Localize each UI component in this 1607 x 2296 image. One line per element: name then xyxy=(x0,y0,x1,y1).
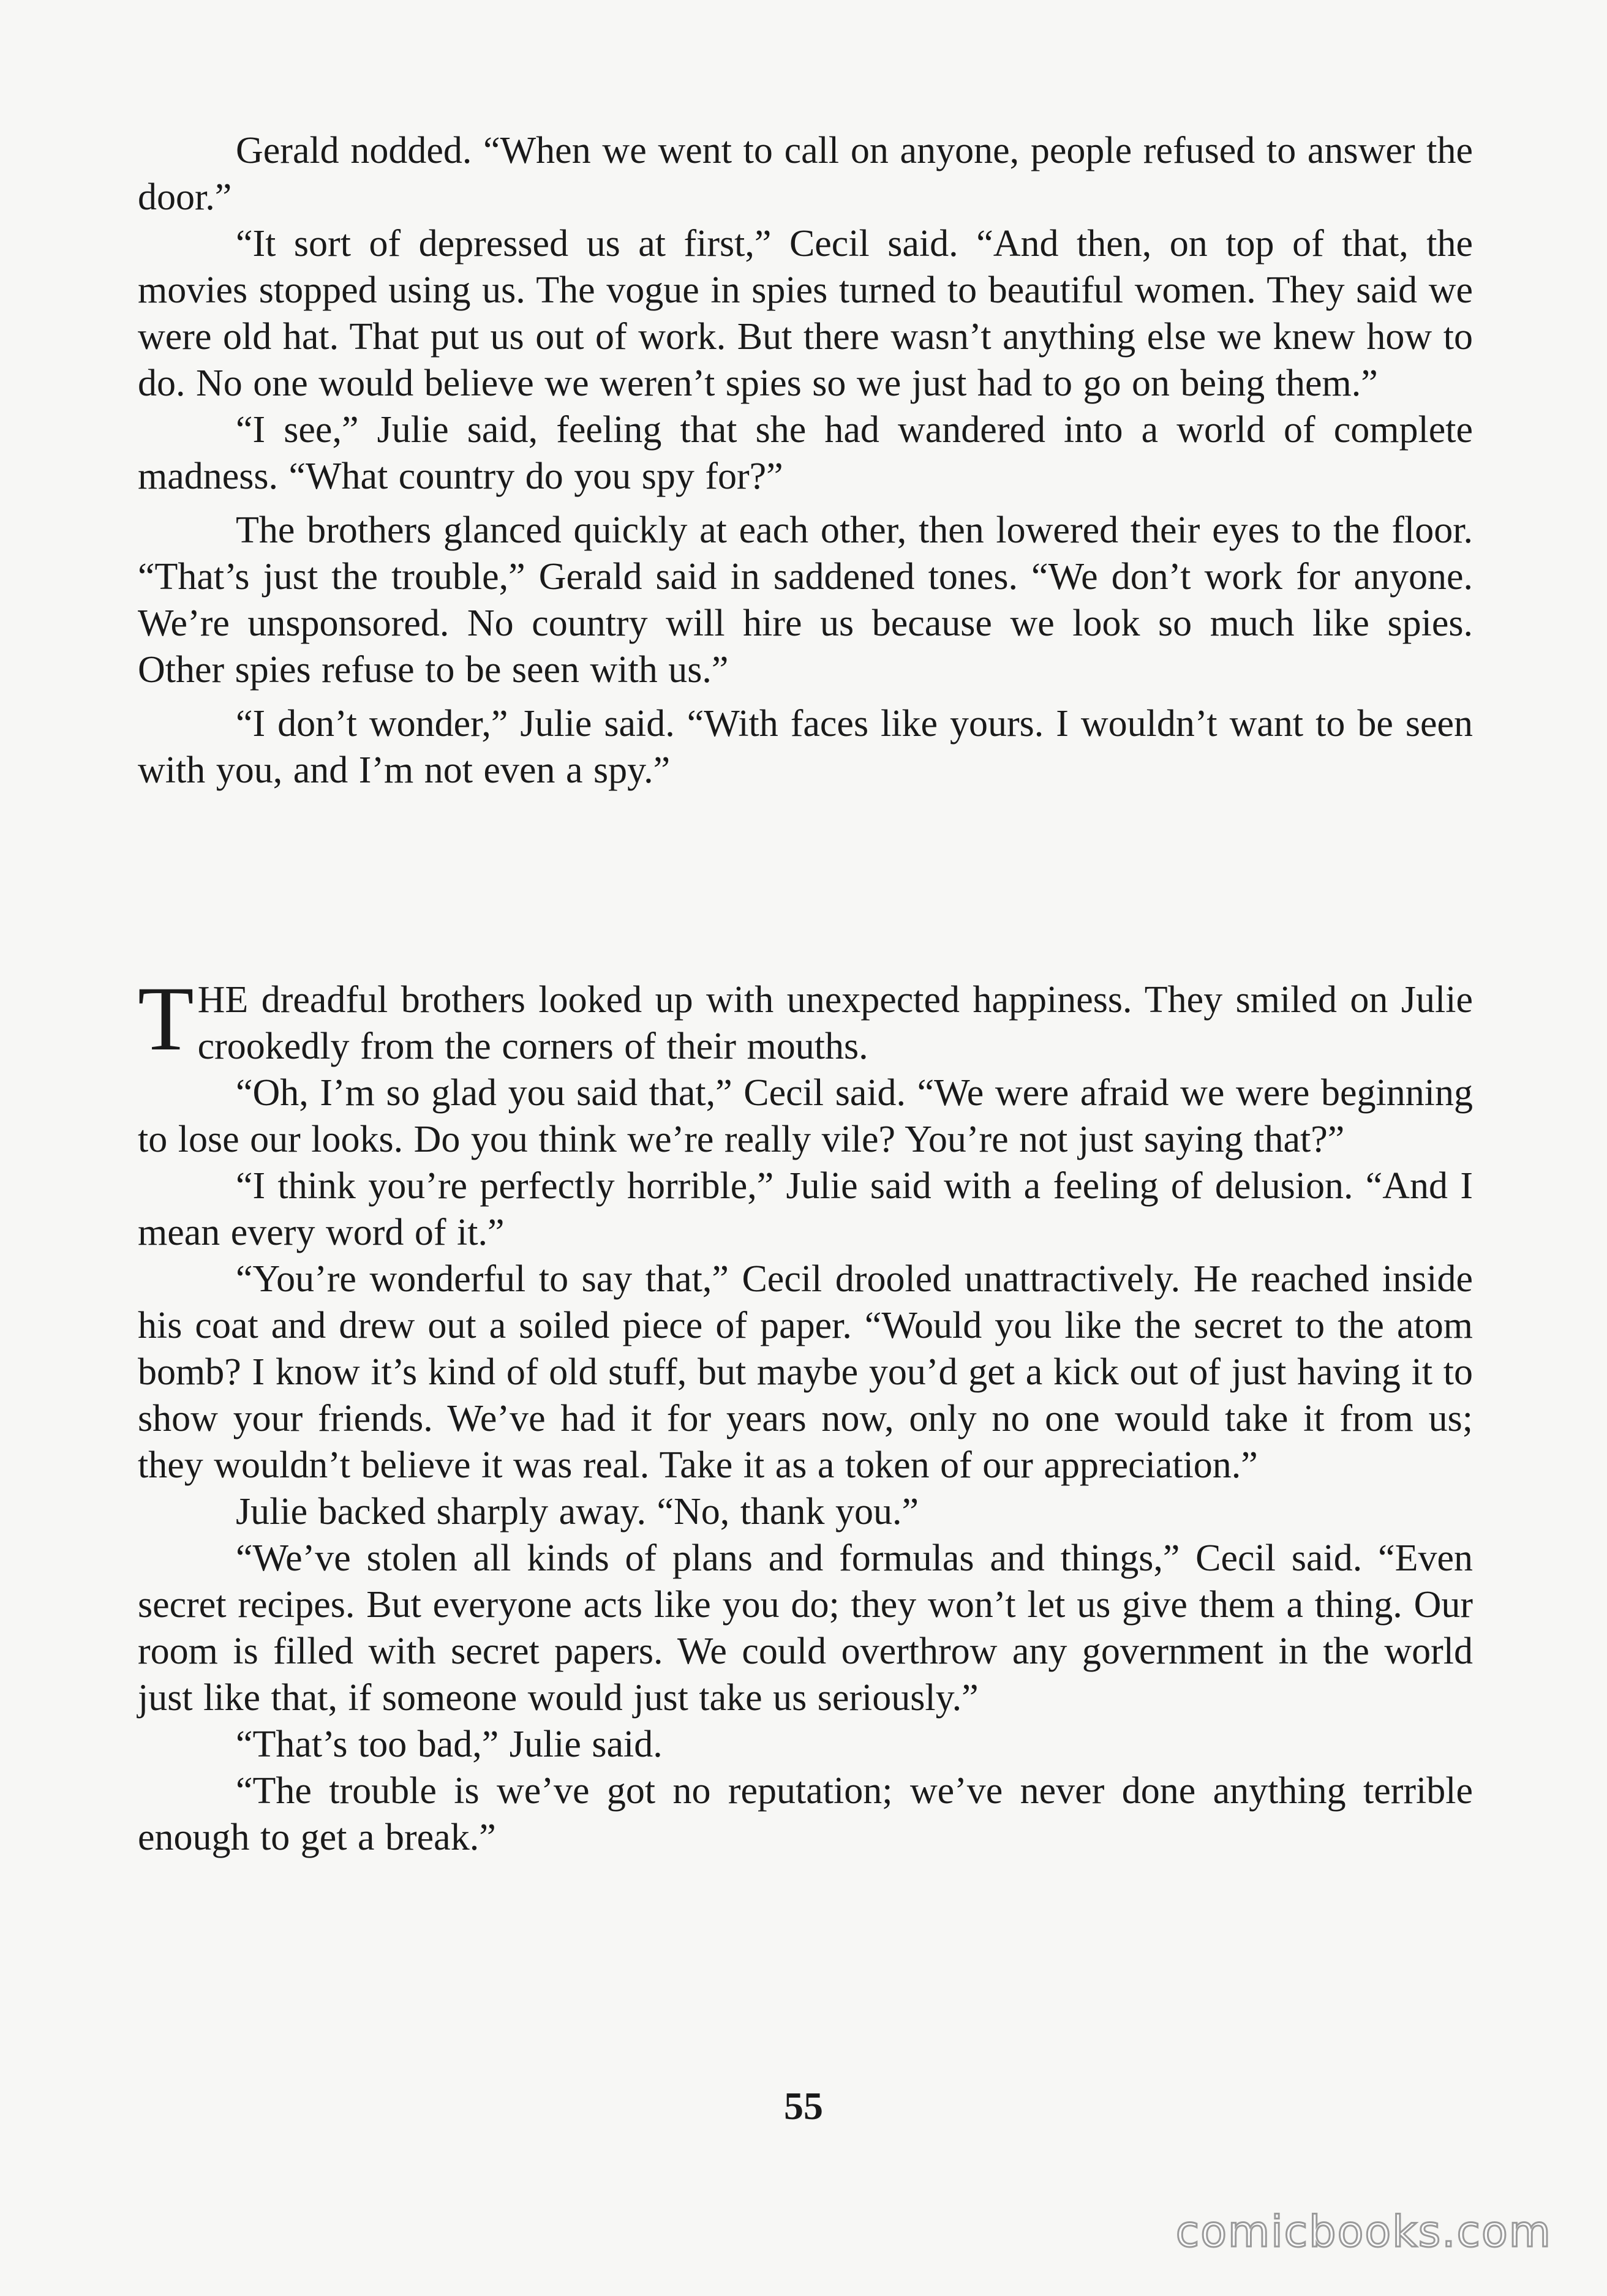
paragraph: Julie backed sharply away. “No, thank you.” xyxy=(236,1491,919,1533)
paragraph: The brothers glanced quickly at each other, then lowered their eyes to the floor. “That’s just the trouble,” Gerald said in saddened tones. “We don’t work for anyone. We’re unsponsored. No country will hire us because we look so much like spies. Other spies refuse to be seen with us.” xyxy=(138,509,1473,691)
paragraph: “That’s too bad,” Julie said. xyxy=(236,1724,663,1765)
paragraph-text: HE dreadful brothers looked up with unexpected happiness. They smiled on Julie crookedly from the corners of their mouths. xyxy=(197,979,1473,1067)
paragraph: “You’re wonderful to say that,” Cecil drooled unattractively. He reached inside his coat and drew out a soiled piece of paper. “Would you like the secret to the atom bomb? I know it’s kind of old stuff, but maybe you’d get a kick out of just having it to show your friends. We’ve had it for years now, only no one would take it from us; they wouldn’t believe it was real. Take it as a token of our appreciation.” xyxy=(138,1258,1473,1486)
paragraph: “The trouble is we’ve got no reputation; we’ve never done anything terrible enough to get a break.” xyxy=(138,1770,1473,1858)
paragraph: Gerald nodded. “When we went to call on anyone, people refused to answer the door.” xyxy=(138,130,1473,218)
watermark: comicbooks.com xyxy=(1175,2207,1552,2257)
page-number: 55 xyxy=(784,2084,823,2128)
paragraph: “We’ve stolen all kinds of plans and formulas and things,” Cecil said. “Even secret recipes. But everyone acts like you do; they won’t let us give them a thing. Our room is filled with secret papers. We could overthrow any government in the world just like that, if someone would just take us seriously.” xyxy=(138,1537,1473,1719)
text-block-lower xyxy=(138,968,1473,1861)
paragraph: “I think you’re perfectly horrible,” Julie said with a feeling of delusion. “And I mean every word of it.” xyxy=(138,1165,1473,1253)
drop-cap: T xyxy=(138,968,194,1070)
paragraph-with-dropcap xyxy=(138,968,1473,1070)
paragraph: “I don’t wonder,” Julie said. “With faces like yours. I wouldn’t want to be seen with you, and I’m not even a spy.” xyxy=(138,703,1473,791)
paragraph: “Oh, I’m so glad you said that,” Cecil said. “We were afraid we were beginning to lose our looks. Do you think we’re really vile? You’re not just saying that?” xyxy=(138,1072,1473,1160)
paragraph: “It sort of depressed us at first,” Cecil said. “And then, on top of that, the movies stopped using us. The vogue in spies turned to beautiful women. They said we were old hat. That put us out of work. But there wasn’t anything else we knew how to do. No one would believe we weren’t spies so we just had to go on being them.” xyxy=(138,223,1473,404)
paragraph: “I see,” Julie said, feeling that she had wandered into a world of complete madness. “What country do you spy for?” xyxy=(138,409,1473,497)
text-block-upper xyxy=(138,127,1473,793)
